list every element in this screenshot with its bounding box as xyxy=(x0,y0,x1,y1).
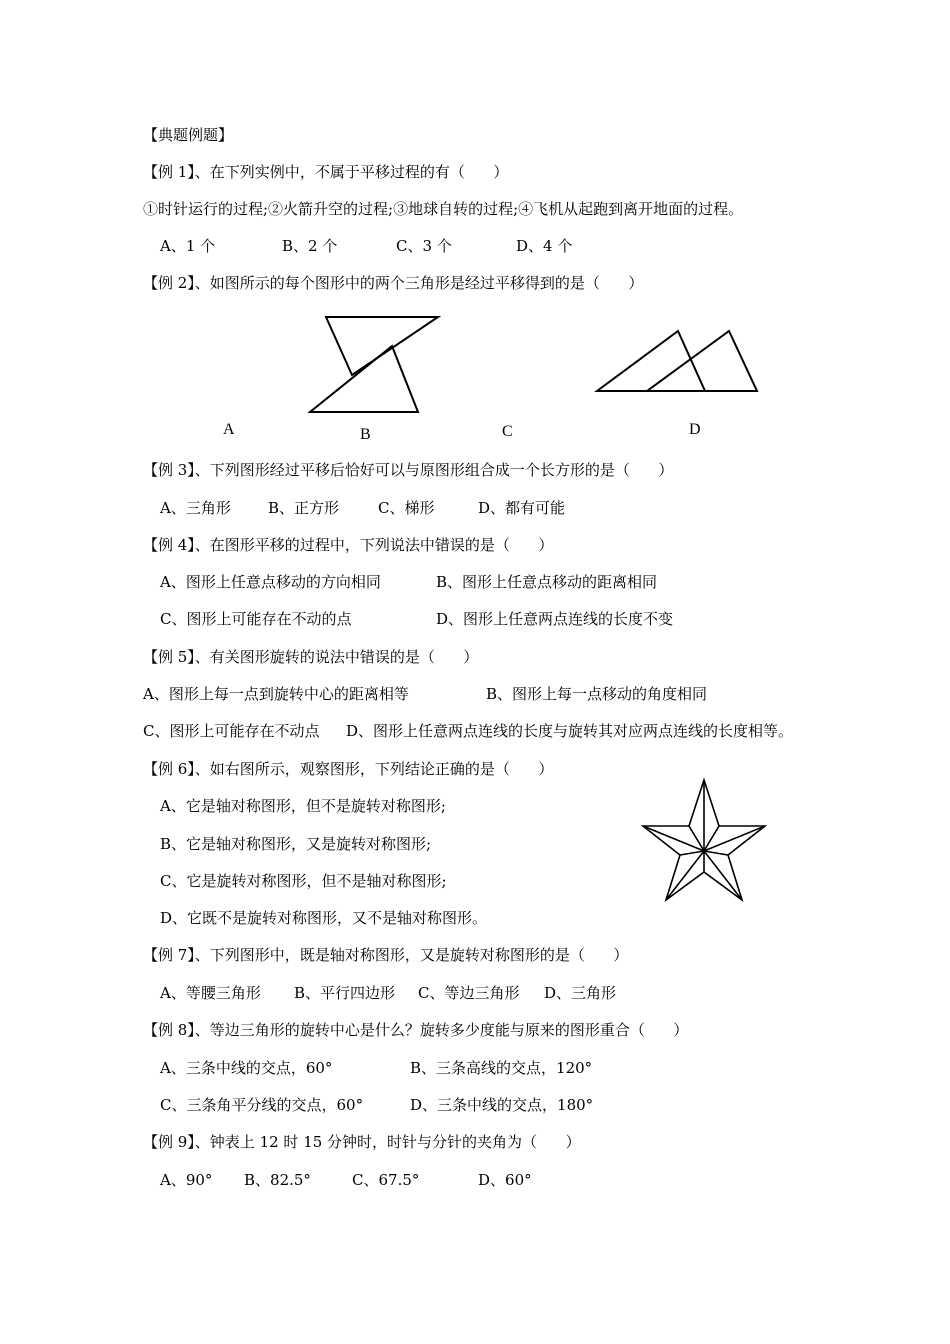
question-6-stem: 【例 6】、如右图所示，观察图形，下列结论正确的是（ ） xyxy=(143,760,554,778)
q8-option-c: C、三条角平分线的交点，60° xyxy=(160,1096,364,1114)
figure-b-lower-triangle xyxy=(310,346,418,412)
figure-b-upper-triangle xyxy=(326,317,438,375)
figure-label-d: D xyxy=(689,421,701,438)
q6-option-b: B、它是轴对称图形，又是旋转对称图形; xyxy=(160,835,432,853)
q1-option-a: A、1 个 xyxy=(160,237,216,255)
question-1-stem: 【例 1】、在下列实例中，不属于平移过程的有（ ） xyxy=(143,163,509,181)
q3-option-c: C、梯形 xyxy=(378,499,435,517)
star-figure xyxy=(643,780,765,900)
q6-option-a: A、它是轴对称图形，但不是旋转对称图形; xyxy=(160,797,446,815)
q5-option-b: B、图形上每一点移动的角度相同 xyxy=(486,685,708,703)
question-9-stem: 【例 9】、钟表上 12 时 15 分钟时，时针与分针的夹角为（ ） xyxy=(143,1133,581,1151)
question-1-detail: ①时针运行的过程;②火箭升空的过程;③地球自转的过程;④飞机从起跑到离开地面的过程。 xyxy=(143,200,744,218)
question-7-stem: 【例 7】、下列图形中，既是轴对称图形，又是旋转对称图形的是（ ） xyxy=(143,946,629,964)
q9-option-b: B、82.5° xyxy=(244,1171,311,1189)
q5-option-a: A、图形上每一点到旋转中心的距离相等 xyxy=(143,685,409,703)
q5-option-c: C、图形上可能存在不动点 xyxy=(143,722,320,740)
q9-option-d: D、60° xyxy=(478,1171,532,1189)
q7-option-d: D、三角形 xyxy=(544,984,617,1002)
q4-option-b: B、图形上任意点移动的距离相同 xyxy=(436,573,658,591)
q7-option-c: C、等边三角形 xyxy=(418,984,520,1002)
q8-option-b: B、三条高线的交点，120° xyxy=(410,1059,593,1077)
q7-option-a: A、等腰三角形 xyxy=(160,984,261,1002)
q6-option-d: D、它既不是旋转对称图形，又不是轴对称图形。 xyxy=(160,909,488,927)
question-3-stem: 【例 3】、下列图形经过平移后恰好可以与原图形组合成一个长方形的是（ ） xyxy=(143,461,674,479)
q7-option-b: B、平行四边形 xyxy=(294,984,396,1002)
q9-option-a: A、90° xyxy=(160,1171,213,1189)
figure-label-c: C xyxy=(502,423,513,440)
figure-b-triangles xyxy=(310,317,438,412)
figure-label-a: A xyxy=(223,421,235,438)
q8-option-d: D、三条中线的交点，180° xyxy=(410,1096,594,1114)
question-8-stem: 【例 8】、等边三角形的旋转中心是什么？旋转多少度能与原来的图形重合（ ） xyxy=(143,1021,689,1039)
q8-option-a: A、三条中线的交点，60° xyxy=(160,1059,333,1077)
q9-option-c: C、67.5° xyxy=(352,1171,420,1189)
q6-option-c: C、它是旋转对称图形，但不是轴对称图形; xyxy=(160,872,447,890)
q1-option-b: B、2 个 xyxy=(282,237,338,255)
question-4-stem: 【例 4】、在图形平移的过程中，下列说法中错误的是（ ） xyxy=(143,536,554,554)
figure-d-triangles xyxy=(597,331,757,391)
q3-option-b: B、正方形 xyxy=(268,499,340,517)
q3-option-d: D、都有可能 xyxy=(478,499,566,517)
q1-option-c: C、3 个 xyxy=(396,237,452,255)
question-5-stem: 【例 5】、有关图形旋转的说法中错误的是（ ） xyxy=(143,648,479,666)
q3-option-a: A、三角形 xyxy=(160,499,231,517)
q4-option-c: C、图形上可能存在不动的点 xyxy=(160,610,352,628)
q4-option-d: D、图形上任意两点连线的长度不变 xyxy=(436,610,674,628)
q1-option-d: D、4 个 xyxy=(516,237,573,255)
figure-label-b: B xyxy=(360,426,371,443)
section-title: 【典题例题】 xyxy=(143,126,234,144)
q5-option-d: D、图形上任意两点连线的长度与旋转其对应两点连线的长度相等。 xyxy=(346,722,794,740)
q4-option-a: A、图形上任意点移动的方向相同 xyxy=(160,573,381,591)
question-2-stem: 【例 2】、如图所示的每个图形中的两个三角形是经过平移得到的是（ ） xyxy=(143,274,644,292)
